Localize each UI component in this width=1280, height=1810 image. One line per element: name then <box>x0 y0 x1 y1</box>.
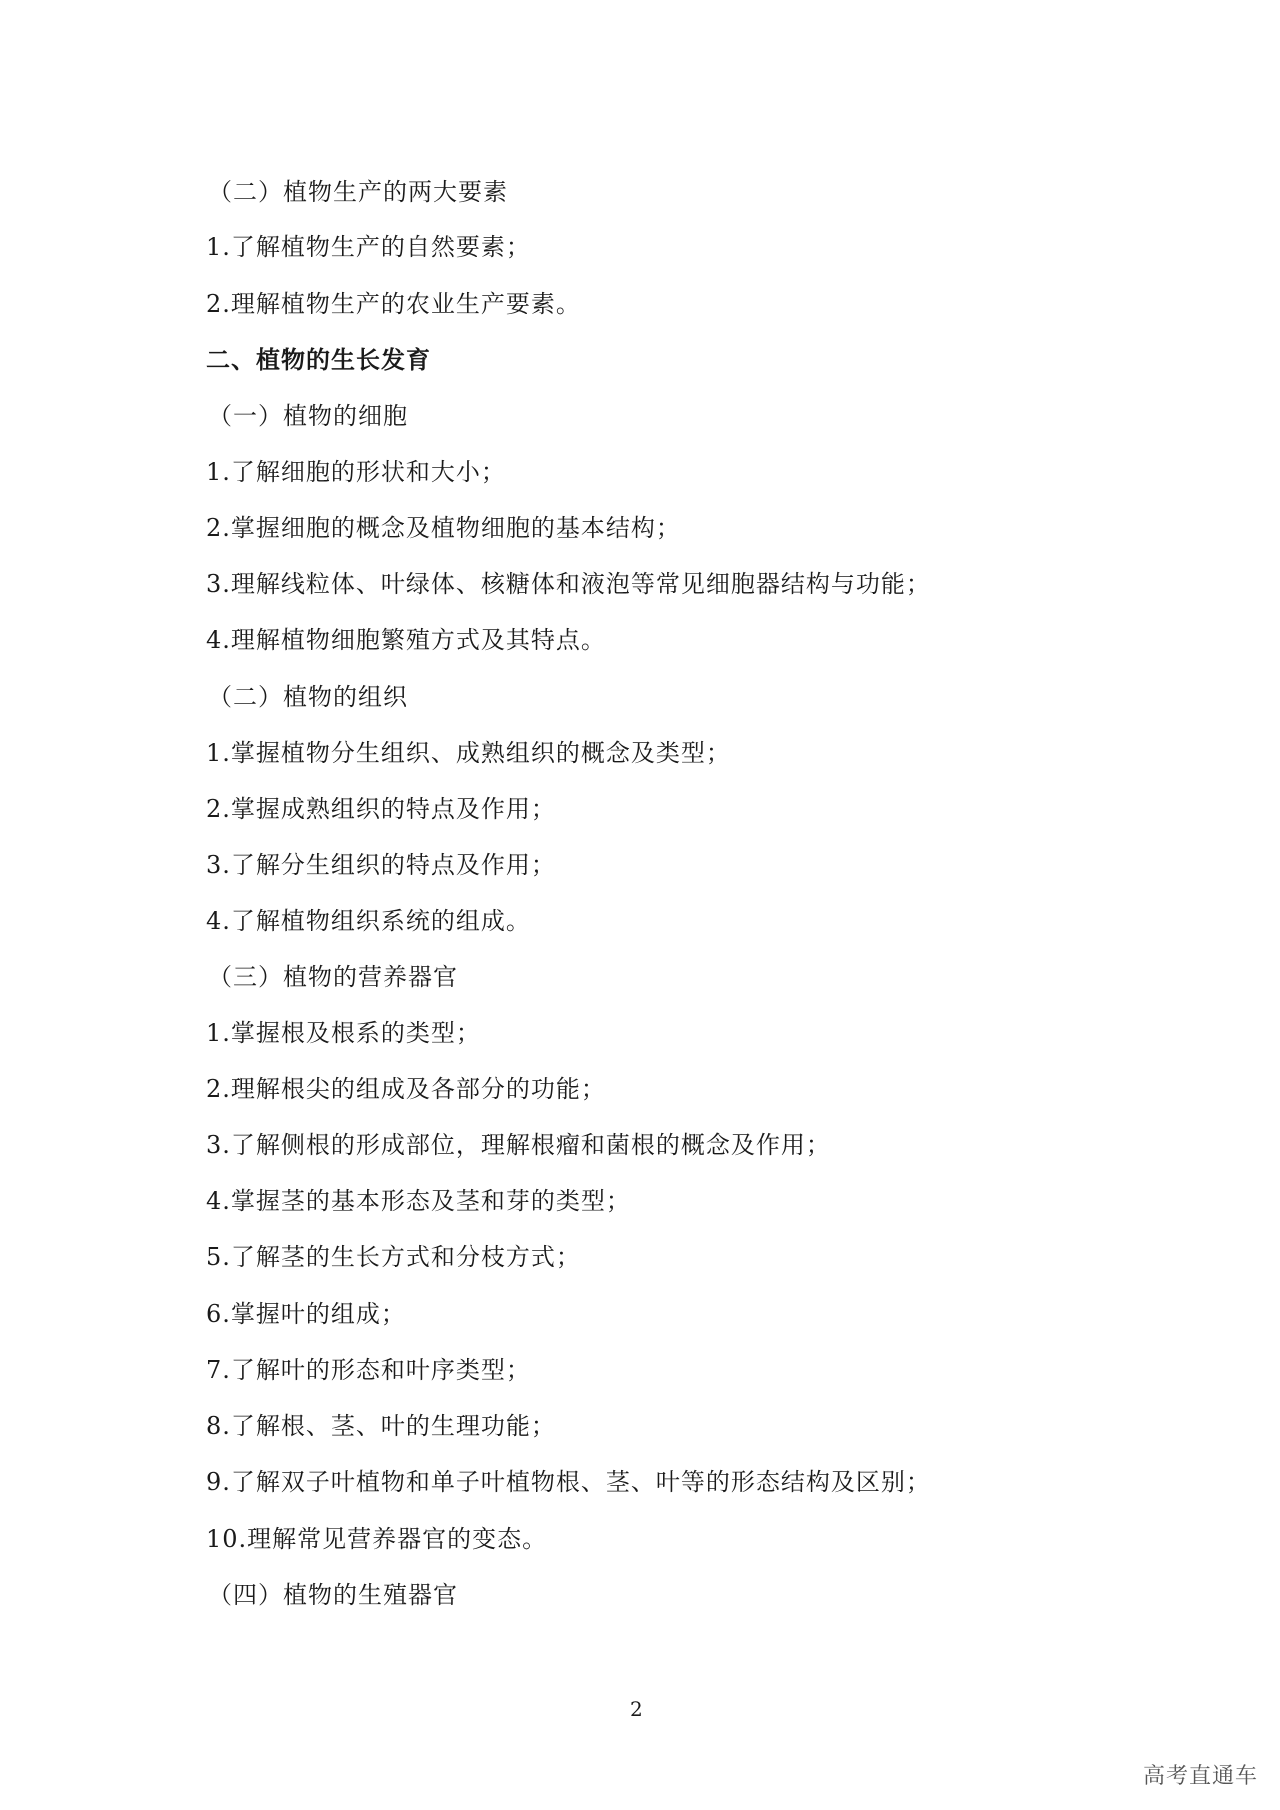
list-item: 2.掌握成熟组织的特点及作用； <box>206 795 556 823</box>
page-number: 2 <box>630 1697 643 1721</box>
list-item: 1.了解细胞的形状和大小； <box>206 458 506 486</box>
list-item: 2.掌握细胞的概念及植物细胞的基本结构； <box>206 514 681 542</box>
list-item: 5.了解茎的生长方式和分枝方式； <box>206 1243 581 1271</box>
subsection-title: （三）植物的营养器官 <box>208 963 458 991</box>
list-item: 1.掌握植物分生组织、成熟组织的概念及类型； <box>206 739 731 767</box>
list-item: 4.掌握茎的基本形态及茎和芽的类型； <box>206 1187 631 1215</box>
list-item: 8.了解根、茎、叶的生理功能； <box>206 1412 556 1440</box>
list-item: 4.理解植物细胞繁殖方式及其特点。 <box>206 626 606 654</box>
list-item: 2.理解根尖的组成及各部分的功能； <box>206 1075 606 1103</box>
subsection-title: （四）植物的生殖器官 <box>208 1581 458 1609</box>
subsection-title: （二）植物的组织 <box>208 683 408 711</box>
subsection-title: （一）植物的细胞 <box>208 402 408 430</box>
subsection-title: （二）植物生产的两大要素 <box>208 178 508 206</box>
list-item: 9.了解双子叶植物和单子叶植物根、茎、叶等的形态结构及区别； <box>206 1468 931 1496</box>
list-item: 3.了解分生组织的特点及作用； <box>206 851 556 879</box>
list-item: 1.掌握根及根系的类型； <box>206 1019 481 1047</box>
list-item: 6.掌握叶的组成； <box>206 1300 406 1328</box>
list-item: 1.了解植物生产的自然要素； <box>206 233 531 261</box>
watermark: 高考直通车 <box>1142 1764 1258 1789</box>
section-heading: 二、植物的生长发育 <box>206 346 431 374</box>
list-item: 3.理解线粒体、叶绿体、核糖体和液泡等常见细胞器结构与功能； <box>206 570 931 598</box>
list-item: 10.理解常见营养器官的变态。 <box>206 1525 548 1553</box>
list-item: 7.了解叶的形态和叶序类型； <box>206 1356 531 1384</box>
list-item: 2.理解植物生产的农业生产要素。 <box>206 290 581 318</box>
list-item: 3.了解侧根的形成部位，理解根瘤和菌根的概念及作用； <box>206 1131 831 1159</box>
list-item: 4.了解植物组织系统的组成。 <box>206 907 531 935</box>
